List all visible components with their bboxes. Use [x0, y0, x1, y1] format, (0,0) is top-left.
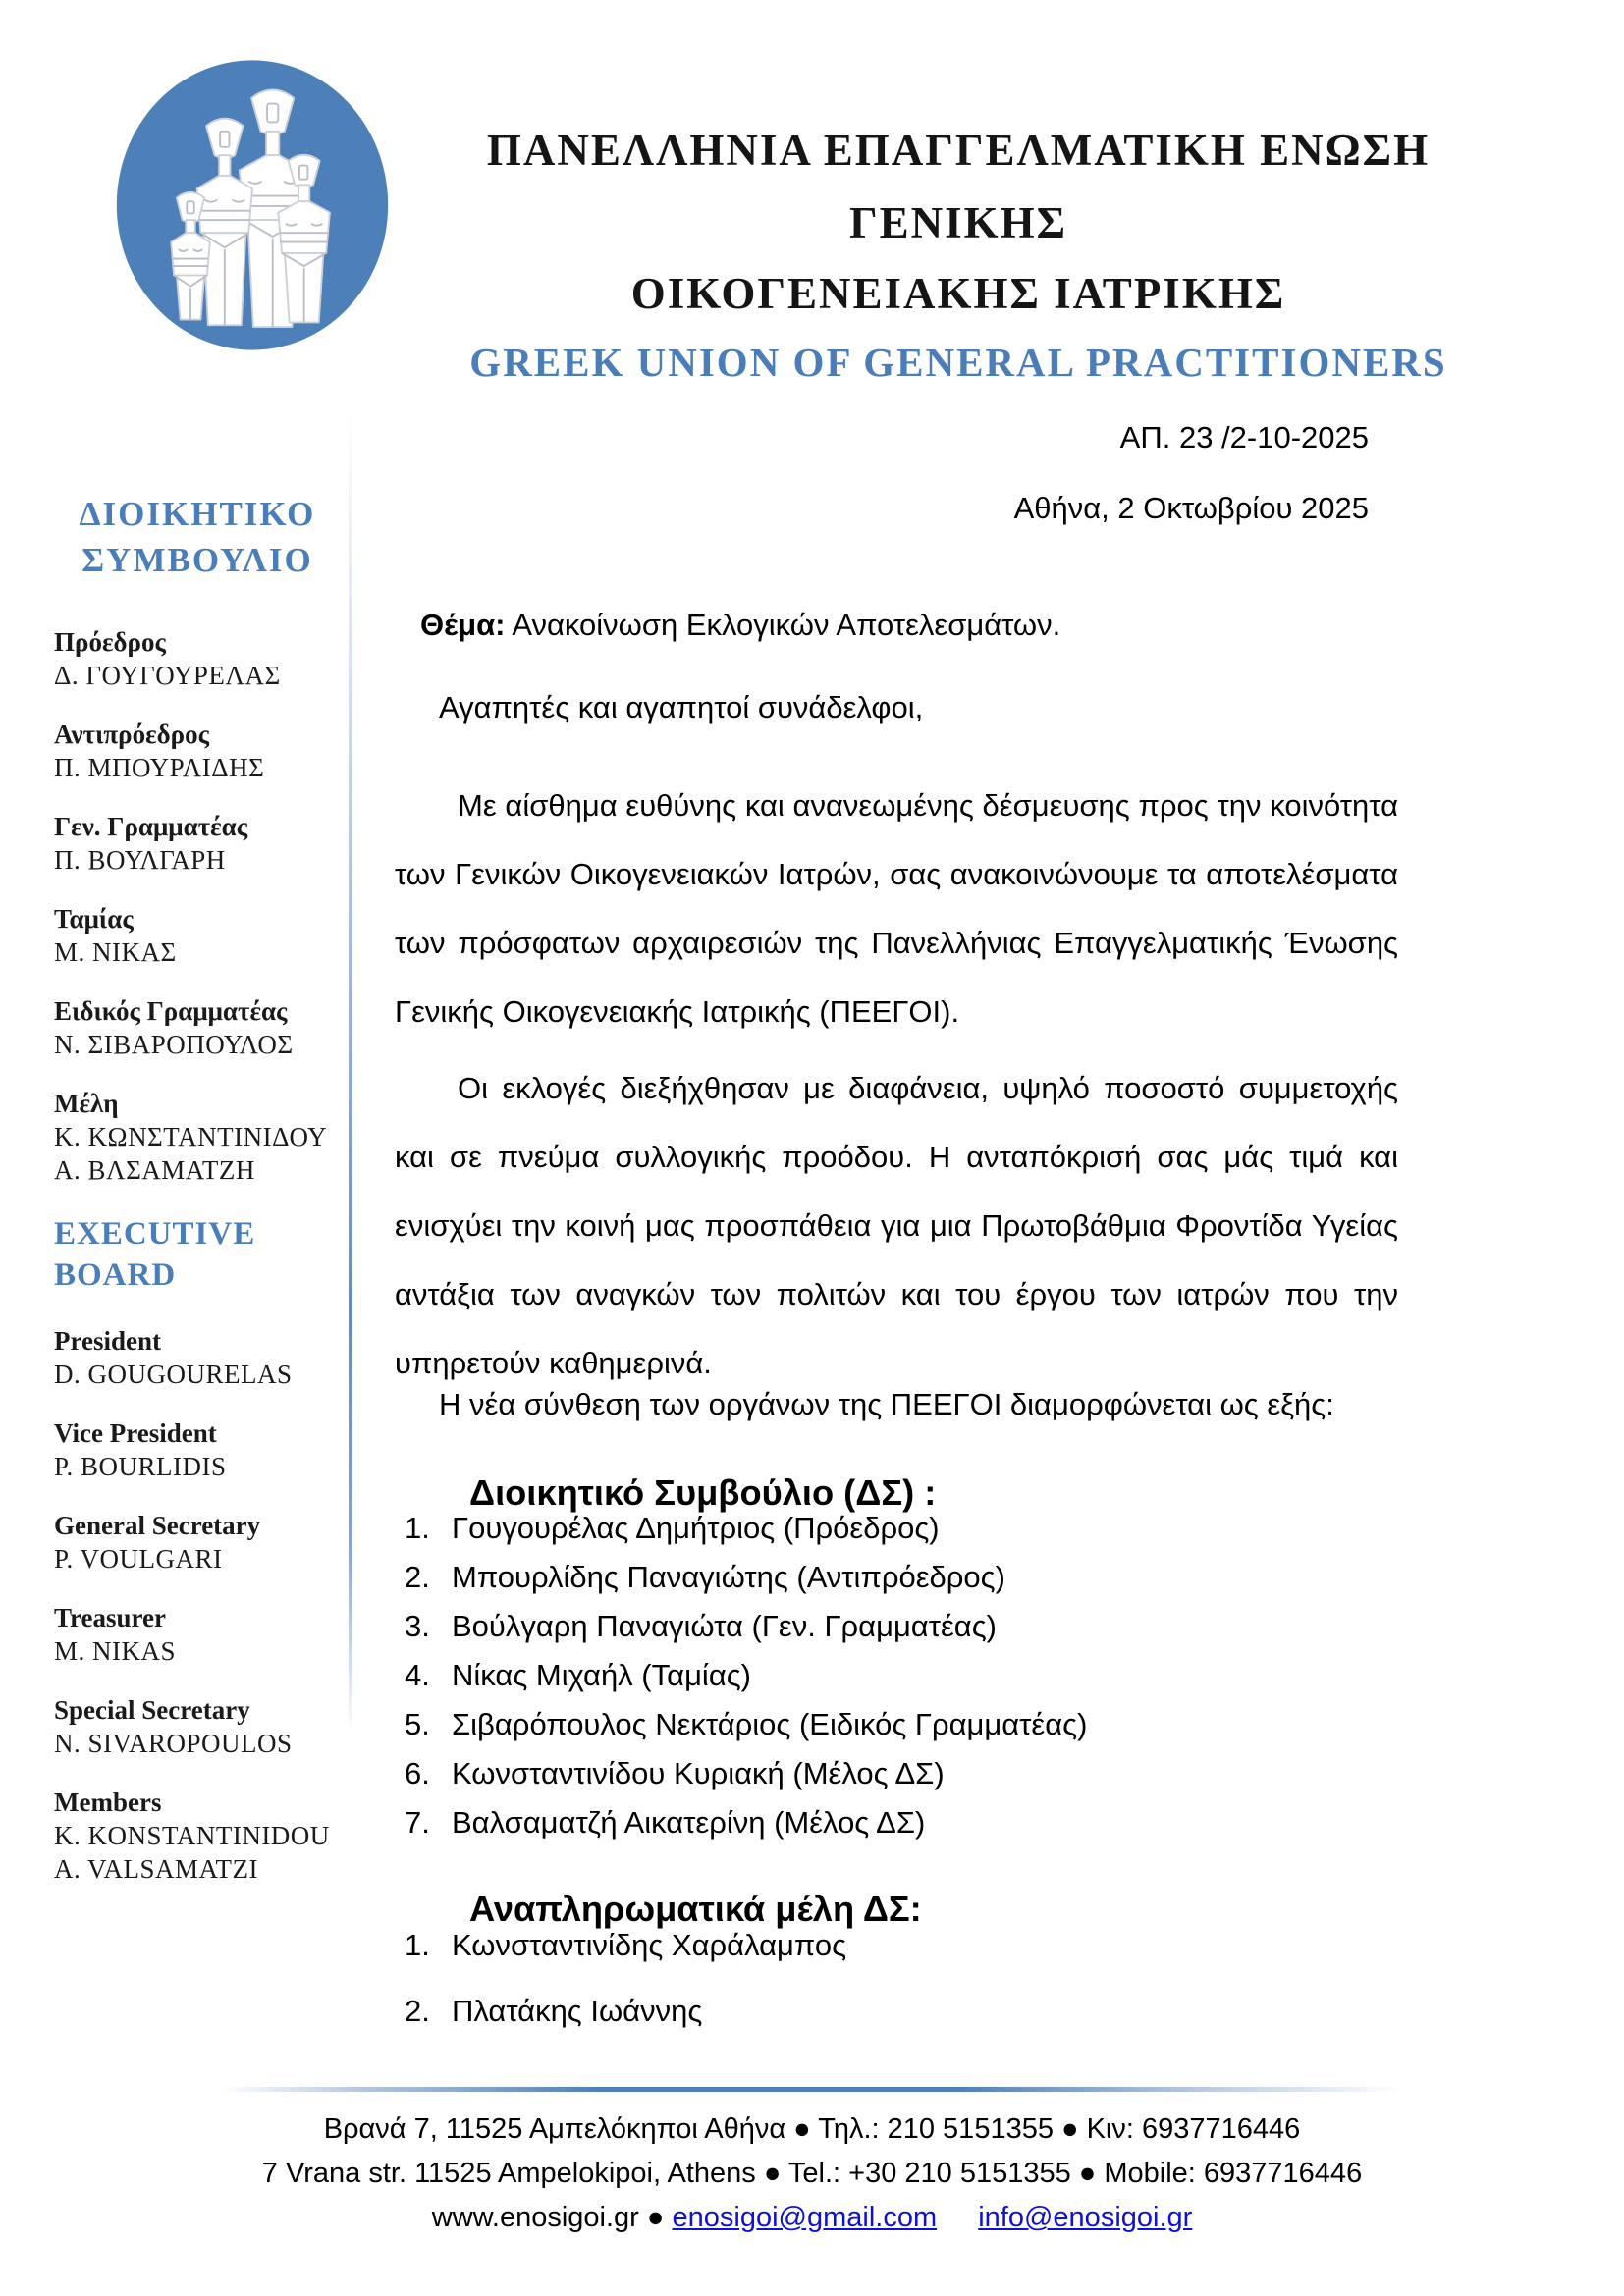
paragraph: Με αίσθημα ευθύνης και ανανεωμένης δέσμευσης προς την κοινότητα των Γενικών Οικογενειακών Ιατρών, σας ανακοινώνουμε τα αποτελέσματα των πρόσφατων αρχαιρεσιών της Πανελλήνιας Επαγγελματικής Ένωσης Γενικής Οικογενειακής Ιατρικής (ΠΕΕΓΟΙ).: [395, 788, 1398, 1029]
member-role: Treasurer: [54, 1603, 166, 1632]
paragraph: Οι εκλογές διεξήχθησαν με διαφάνεια, υψηλό ποσοστό συμμετοχής και σε πνεύμα συλλογικής προόδου. Η ανταπόκρισή σας μάς τιμά και ενισχύει την κοινή μας προσπάθεια για μια Πρωτοβάθμια Φροντίδα Υγείας αντάξια των αναγκών των πολιτών και του έργου των ιατρών που την υπηρετούν καθημερινά.: [395, 1071, 1398, 1380]
member-name: K. KONSTANTINIDOU: [54, 1821, 330, 1850]
list-item: Μπουρλίδης Παναγιώτης (Αντιπρόεδρος): [452, 1560, 1005, 1594]
member-name: Ν. ΣΙΒΑΡΟΠΟΥΛΟΣ: [54, 1030, 294, 1059]
member-role: Members: [54, 1788, 162, 1817]
footer-website: www.enosigoi.gr: [431, 2202, 639, 2233]
board-member-el: [54, 719, 341, 784]
board-member-el: [54, 903, 341, 969]
reference-number: ΑΠ. 23 /2-10-2025: [1119, 420, 1369, 454]
list-item: Βαλσαματζή Αικατερίνη (Μέλος ΔΣ): [452, 1805, 926, 1840]
list-item: Πλατάκης Ιωάννης: [452, 1994, 703, 2028]
bullet-separator: ●: [646, 2202, 665, 2233]
member-name: P. VOULGARI: [54, 1544, 223, 1574]
org-title-en: GREEK UNION OF GENERAL PRACTITIONERS: [469, 340, 1447, 385]
subject-line: [420, 608, 1060, 643]
sidebar-heading-el-line2: ΣΥΜΒΟΥΛΙΟ: [81, 541, 313, 579]
email-link-secondary[interactable]: info@enosigoi.gr: [978, 2202, 1193, 2233]
board-member-el: [54, 995, 341, 1061]
footer-links-line: [0, 2196, 1624, 2240]
list-item: Βούλγαρη Παναγιώτα (Γεν. Γραμματέας): [452, 1609, 997, 1643]
member-name: M. NIKAS: [54, 1636, 177, 1666]
footer-address-en: 7 Vrana str. 11525 Ampelokipoi, Athens ● Tel.: +30 210 5151355 ● Mobile: 6937716446: [261, 2158, 1363, 2189]
member-role: Ειδικός Γραμματέας: [54, 996, 288, 1026]
member-name: D. GOUGOURELAS: [54, 1360, 293, 1389]
org-title-el-line2: ΟΙΚΟΓΕΝΕΙΑΚΗΣ ΙΑΤΡΙΚΗΣ: [630, 269, 1286, 318]
member-role: Special Secretary: [54, 1695, 250, 1725]
alternate-members-list: [403, 1912, 846, 2044]
email-link-primary[interactable]: enosigoi@gmail.com: [672, 2202, 938, 2233]
sidebar-heading-el-line1: ΔΙΟΙΚΗΤΙΚΟ: [79, 495, 316, 533]
member-name: Κ. ΚΩΝΣΤΑΝΤΙΝΙΔΟΥ: [54, 1122, 328, 1151]
board-member-el: [54, 1088, 341, 1187]
member-role: President: [54, 1326, 161, 1356]
list-item: Κωνσταντινίδης Χαράλαμπος: [452, 1928, 847, 1962]
board-member-el: [54, 626, 341, 692]
member-role: Αντιπρόεδρος: [54, 720, 210, 749]
org-header: [412, 114, 1504, 393]
sidebar-divider: [349, 407, 352, 1733]
member-role: Ταμίας: [54, 904, 134, 934]
date-line: Αθήνα, 2 Οκτωβρίου 2025: [1013, 491, 1369, 525]
member-name: Π. ΒΟΥΛΓΑΡΗ: [54, 845, 226, 875]
sidebar-heading-en: EXECUTIVE BOARD: [54, 1216, 256, 1293]
org-logo: [114, 57, 391, 353]
board-member-en: [54, 1510, 341, 1575]
member-name: Α. ΒΛΣΑΜΑΤΖΗ: [54, 1155, 255, 1185]
org-title-el-line1: ΠΑΝΕΛΛΗΝΙΑ ΕΠΑΓΓΕΛΜΑΤΙΚΗ ΕΝΩΣΗ ΓΕΝΙΚΗΣ: [486, 126, 1431, 247]
board-member-el: [54, 811, 341, 877]
member-name: P. BOURLIDIS: [54, 1452, 227, 1481]
board-member-en: [54, 1325, 341, 1391]
member-name: Π. ΜΠΟΥΡΛΙΔΗΣ: [54, 753, 265, 782]
member-role: Μέλη: [54, 1089, 119, 1118]
board-members-list: [403, 1504, 1087, 1847]
board-list-heading: Διοικητικό Συμβούλιο (ΔΣ) :: [469, 1472, 937, 1514]
footer-divider: [221, 2087, 1404, 2092]
board-member-en: [54, 1602, 341, 1668]
member-name: Μ. ΝΙΚΑΣ: [54, 937, 177, 967]
list-item: Νίκας Μιχαήλ (Ταμίας): [452, 1658, 752, 1692]
list-item: Γουγουρέλας Δημήτριος (Πρόεδρος): [452, 1511, 940, 1545]
member-role: Vice President: [54, 1418, 217, 1448]
salutation: Αγαπητές και αγαπητοί συνάδελφοι,: [439, 690, 924, 724]
member-role: General Secretary: [54, 1511, 261, 1540]
subject-label: Θέμα:: [420, 608, 506, 642]
list-item: Σιβαρόπουλος Νεκτάριος (Ειδικός Γραμματέας): [452, 1707, 1088, 1741]
board-member-en: [54, 1787, 341, 1886]
footer-address-el: Βρανά 7, 11525 Αμπελόκηποι Αθήνα ● Τηλ.: 210 5151355 ● Κιν: 6937716446: [323, 2113, 1301, 2145]
member-name: A. VALSAMATZI: [54, 1854, 259, 1884]
member-name: N. SIVAROPOULOS: [54, 1729, 293, 1758]
cycladic-figurines-icon: [114, 57, 391, 353]
member-role: Γεν. Γραμματέας: [54, 812, 248, 841]
sidebar-heading-el: [54, 491, 341, 583]
board-member-en: [54, 1417, 341, 1483]
member-name: Δ. ΓΟΥΓΟΥΡΕΛΑΣ: [54, 661, 281, 690]
board-sidebar: [54, 491, 341, 1912]
subject-text: Ανακοίνωση Εκλογικών Αποτελεσμάτων.: [512, 608, 1061, 642]
alternates-heading: Αναπληρωματικά μέλη ΔΣ:: [469, 1889, 922, 1930]
list-item: Κωνσταντινίδου Κυριακή (Μέλος ΔΣ): [452, 1756, 945, 1790]
member-role: Πρόεδρος: [54, 627, 166, 657]
footer: [0, 2108, 1624, 2240]
paragraph: Η νέα σύνθεση των οργάνων της ΠΕΕΓΟΙ διαμορφώνεται ως εξής:: [439, 1387, 1334, 1421]
board-member-en: [54, 1694, 341, 1760]
